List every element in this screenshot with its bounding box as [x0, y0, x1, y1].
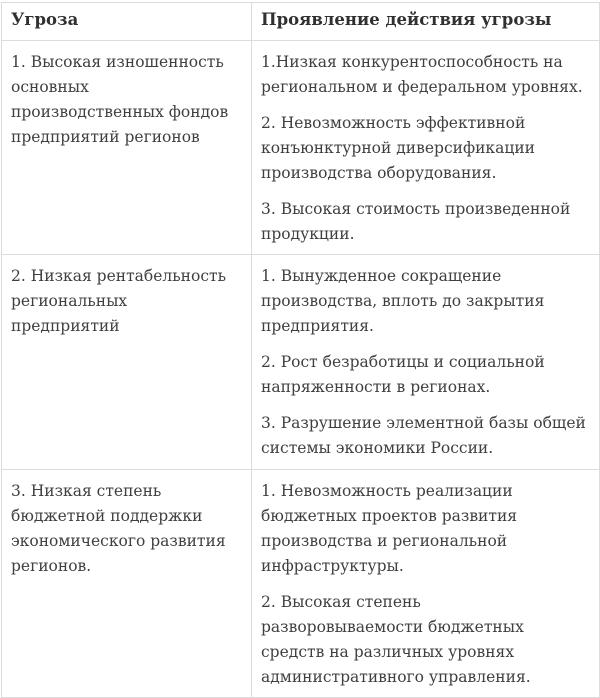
manifestation-item: 2. Невозможность эффективной конъюнктурной диверсификации производства оборудования.: [261, 114, 535, 182]
header-row: [2, 3, 600, 41]
table-header: [2, 3, 600, 41]
threat-text: 1. Высокая изношенность основных производственных фондов предприятий регионов: [11, 53, 229, 146]
threats-table: [1, 2, 600, 698]
manifestation-cell: [252, 470, 600, 698]
table-row: [2, 470, 600, 698]
threat-cell: [2, 470, 252, 698]
column-header-threat: Угроза: [2, 3, 252, 41]
manifestation-item: 3. Разрушение элементной базы общей системы экономики России.: [261, 414, 586, 457]
threat-cell: [2, 41, 252, 255]
table-row: [2, 41, 600, 255]
threat-text: 3. Низкая степень бюджетной поддержки экономического развития регионов.: [11, 482, 226, 575]
table-row: [2, 255, 600, 470]
manifestation-item: 2. Высокая степень разворовываемости бюджетных средств на различных уровнях административного управления.: [261, 593, 531, 686]
threat-text: 2. Низкая рентабельность региональных предприятий: [11, 267, 227, 335]
manifestation-item: 1. Вынужденное сокращение производства, вплоть до закрытия предприятия.: [261, 267, 545, 335]
manifestation-item: 1.Низкая конкурентоспособность на региональном и федеральном уровнях.: [261, 53, 583, 96]
threat-cell: [2, 255, 252, 470]
manifestation-cell: [252, 41, 600, 255]
manifestation-cell: [252, 255, 600, 470]
column-header-manifestation: Проявление действия угрозы: [252, 3, 600, 41]
manifestation-item: 3. Высокая стоимость произведенной продукции.: [261, 200, 571, 243]
manifestation-item: 1. Невозможность реализации бюджетных проектов развития производства и региональной инфраструктуры.: [261, 482, 518, 575]
manifestation-item: 2. Рост безработицы и социальной напряженности в регионах.: [261, 353, 545, 396]
